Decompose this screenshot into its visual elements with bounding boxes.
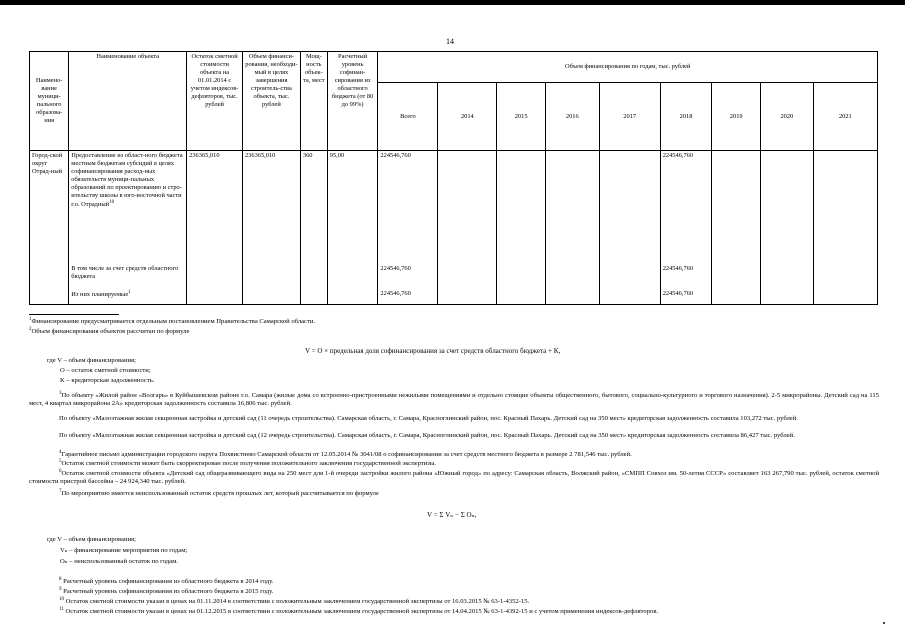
cell-2021 (813, 151, 877, 264)
header-total: Всего (378, 83, 438, 151)
cell-object (69, 151, 187, 264)
cell-object-text: Предоставление из област-ного бюджета местным бюджетам субсидий в целях софинансирования расход-ных обязательств муници-пальных образований по проектированию и стро-ительству школы в юго-восточной части г.о. Отрадный (71, 152, 183, 209)
financing-table (29, 51, 878, 305)
cell-empty (760, 289, 813, 305)
header-required-volume: Объем финанси-рования, необходи-мый в целях завершения строитель-ства объекта, тыс. рублей (242, 52, 300, 151)
cell-2015 (497, 151, 546, 264)
footnote-10-text: Остаток сметной стоимости указан в ценах на 01.11.2014 в соответствии с положительным заключением государственной экспертизы от 16.03.2015 № 63-1-4352-15. (65, 598, 530, 606)
cell-2019 (712, 151, 761, 264)
header-object: Наименование объекта (69, 52, 187, 151)
footnote-7: $^7$По мероприятию имеется неиспользованный остаток средств прошлых лет, который рассчитывается по формуле (59, 489, 379, 498)
cell-regional-total: 224546,760 (378, 264, 438, 289)
page-number: 14 (446, 37, 454, 46)
footnote-5: $^5$Остаток сметной стоимости может быть скорректирован после получения положительного заключения государственной экспертизы. (59, 459, 436, 468)
footnote-5-text: Остаток сметной стоимости может быть скорректирован после получения положительного заключения государственной экспертизы. (61, 460, 436, 468)
footnote-1-text: Финансирование предусматривается отдельным постановлением Правительства Самарской области. (31, 318, 316, 326)
o-definition: O – остаток сметной стоимости; (60, 367, 151, 374)
formula-1: V = O × предельная доля софинансирования за счет средств областного бюджета + K, (305, 347, 561, 355)
scan-dot (883, 622, 885, 624)
cell-empty (438, 264, 497, 289)
where-1: где V – объем финансирования; (47, 357, 136, 364)
cell-municipality: Город-ской округ Отрад-ный (30, 151, 69, 264)
footnote-4: $^4$Гарантийное письмо администрации городского округа Похвистнево Самарской области от 12.05.2014 № 3041/08 о софинансировании за счет средств местного бюджета в размере 2 781,546 тыс. рублей. (59, 450, 632, 459)
cell-required-volume: 236365,010 (242, 151, 300, 264)
cell-planned-text: Из них планируемые (71, 290, 129, 298)
header-year-2020: 2020 (760, 83, 813, 151)
cell-empty (599, 289, 660, 305)
footnote-1: $^1$Финансирование предусматривается отдельным постановлением Правительства Самарской области. (29, 317, 316, 326)
cell-empty (300, 264, 327, 289)
cell-empty (813, 289, 877, 305)
cell-regional-2018: 224546,760 (660, 264, 712, 289)
cell-2020 (760, 151, 813, 264)
footnote-8-text: Расчетный уровень софинансирования из областного бюджета в 2014 году. (63, 578, 274, 586)
cell-object-footnote: 10 (109, 200, 115, 205)
cell-2014 (438, 151, 497, 264)
cell-empty (327, 289, 378, 305)
footnote-3b: По объекту «Малоэтажная жилая секционная застройка и детский сад (11 очередь строительства). Самарская область, г. Самара, Красноглинский район, пос. Красный Пахарь. Детский сад на 350 мест» кредиторская задолженность составила 103,272 тыс. рублей. (59, 415, 798, 422)
cell-empty (187, 264, 243, 289)
formula-2: V = Σ Vₙ − Σ Oₙ, (427, 511, 477, 519)
footnote-3a-text: По объекту «Жилой район «Волгарь» в Куйбышевском районе г.о. Самара (жилые дома со встроенно-пристроенными нежилыми помещениями и отдельно стоящие объекты общественного, бытового, социально-культурного и торгового назначения). 2-5 микрорайоны. Детский сад на 115 мест, 4 квартал микрорайона 2А» кредиторская задолженность составила 16,806 тыс. рублей. (29, 392, 879, 408)
footnote-9: $^9$ Расчетный уровень софинансирования из областного бюджета в 2015 году. (59, 587, 274, 596)
cell-empty (760, 264, 813, 289)
k-definition: K – кредиторская задолженность. (60, 377, 155, 384)
header-year-2014: 2014 (438, 83, 497, 151)
cell-planned-2018: 224546,760 (660, 289, 712, 305)
header-years-group: Объем финансирования по годам, тыс. рублей (378, 52, 878, 83)
cell-empty (327, 264, 378, 289)
on-definition: Oₙ – неиспользованный остаток по годам. (60, 558, 178, 565)
footnote-3c: По объекту «Малоэтажная жилая секционная застройка и детский сад (12 очередь строительства). Самарская область, г. Самара, Красноглинский район, пос. Красный Пахарь. Детский сад на 350 мест» кредиторская задолженность составила 86,427 тыс. рублей. (59, 432, 795, 439)
footnote-11-text: Остаток сметной стоимости указан в ценах на 01.12.2015 в соответствии с положительным заключением государственной экспертизы от 14.04.2015 № 63-1-4392-15 и с учетом применения индексов-дефляторов. (65, 608, 659, 616)
footnote-9-text: Расчетный уровень софинансирования из областного бюджета в 2015 году. (63, 588, 274, 596)
vn-definition: Vₙ – финансирование мероприятия по годам; (60, 547, 188, 554)
footnote-11: $^{11}$ Остаток сметной стоимости указан в ценах на 01.12.2015 в соответствии с положительным заключением государственной экспертизы от 14.04.2015 № 63-1-4392-15 и с учетом применения индексов-дефляторов. (59, 607, 659, 616)
footnote-10: $^{10}$ Остаток сметной стоимости указан в ценах на 01.11.2014 в соответствии с положительным заключением государственной экспертизы от 16.03.2015 № 63-1-4352-15. (59, 597, 530, 606)
cell-empty (187, 289, 243, 305)
cell-empty (545, 264, 599, 289)
footnote-2-text: Объем финансирования объектов рассчитан по формуле (31, 328, 190, 336)
where-2: где V – объем финансирования; (47, 536, 136, 543)
cell-total: 224546,760 (378, 151, 438, 264)
footnote-2: $^2$Объем финансирования объектов рассчитан по формуле (29, 327, 190, 336)
header-year-2018: 2018 (660, 83, 712, 151)
cell-planned-footnote: 1 (128, 289, 131, 295)
cell-empty (30, 289, 69, 305)
cell-empty (712, 264, 761, 289)
footnote-6-text: Остаток сметной стоимости объекта «Детский сад общеразвивающего вида на 250 мест для 1-й очереди застройки жилого района «Южный город» по адресу: Самарская область, Волжский район, «СМПП Совхоз им. 50-летия СССР» составляет 163 267,790 тыс. рублей, остаток сметной стоимости пристрой бассейна – 24 924,340 тыс. рублей. (29, 470, 879, 486)
footnote-rule (29, 314, 119, 315)
cell-empty (813, 264, 877, 289)
cell-empty (599, 264, 660, 289)
footnote-6: $^6$Остаток сметной стоимости объекта «Детский сад общеразвивающего вида на 250 мест для 1-й очереди застройки жилого района «Южный город» по адресу: Самарская область, Волжский район, «СМПП Совхоз им. 50-летия СССР» составляет 163 267,790 тыс. рублей, остаток сметной стоимости пристрой бассейна – 24 924,340 тыс. рублей. (29, 469, 879, 486)
header-year-2016: 2016 (545, 83, 599, 151)
header-municipality: Наимено-вание муници-пального образова-ния (30, 52, 69, 151)
header-year-2017: 2017 (599, 83, 660, 151)
cell-remaining-cost: 236365,010 (187, 151, 243, 264)
footnote-4-text: Гарантийное письмо администрации городского округа Похвистнево Самарской области от 12.05.2014 № 3041/08 о софинансировании за счет средств местного бюджета в размере 2 781,546 тыс. рублей. (61, 451, 632, 459)
header-remaining-cost: Остаток сметной стоимости объекта на 01.01.2014 с учетом индексов-дефляторов, тыс. рублей (187, 52, 243, 151)
footnote-8: $^8$ Расчетный уровень софинансирования из областного бюджета в 2014 году. (59, 577, 274, 586)
header-cofinancing: Расчетный уровень софинан-сирования из областного бюджета (от 80 до 99%) (327, 52, 378, 151)
cell-empty (30, 264, 69, 289)
cell-planned-total: 224546,760 (378, 289, 438, 305)
footnote-7-text: По мероприятию имеется неиспользованный остаток средств прошлых лет, который рассчитывается по формуле (61, 490, 379, 498)
cell-empty (242, 289, 300, 305)
cell-empty (497, 264, 546, 289)
header-year-2021: 2021 (813, 83, 877, 151)
top-border (0, 0, 905, 5)
cell-empty (545, 289, 599, 305)
cell-empty (712, 289, 761, 305)
header-capacity: Мощ-ность объек-та, мест (300, 52, 327, 151)
header-year-2015: 2015 (497, 83, 546, 151)
cell-2017 (599, 151, 660, 264)
header-year-2019: 2019 (712, 83, 761, 151)
cell-empty (300, 289, 327, 305)
cell-empty (438, 289, 497, 305)
cell-2018: 224546,760 (660, 151, 712, 264)
cell-empty (242, 264, 300, 289)
footnote-3a: $^3$По объекту «Жилой район «Волгарь» в Куйбышевском районе г.о. Самара (жилые дома со встроенно-пристроенными нежилыми помещениями и отдельно стоящие объекты общественного, бытового, социально-культурного и торгового назначения). 2-5 микрорайоны. Детский сад на 115 мест, 4 квартал микрорайона 2А» кредиторская задолженность составила 16,806 тыс. рублей. (29, 391, 879, 408)
cell-regional-budget-label: В том числе за счет средств областного бюджета (69, 264, 187, 289)
cell-cofinancing: 95,00 (327, 151, 378, 264)
cell-planned-label (69, 289, 187, 305)
cell-empty (497, 289, 546, 305)
cell-capacity: 360 (300, 151, 327, 264)
cell-2016 (545, 151, 599, 264)
